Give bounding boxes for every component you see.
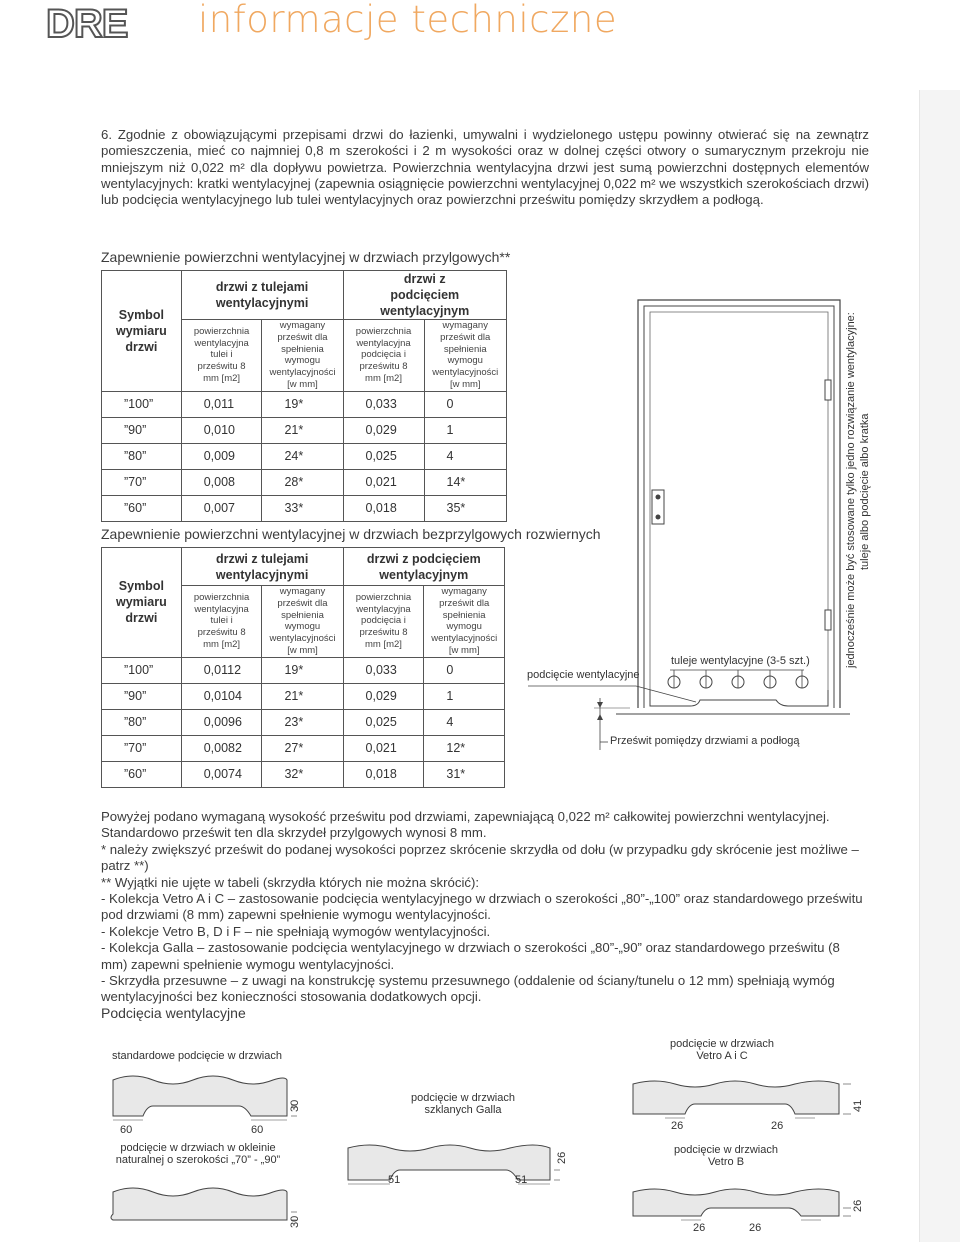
table-cell: ”70” <box>102 735 182 761</box>
table-cell: 21* <box>262 417 343 443</box>
right-margin-band <box>919 90 960 1242</box>
vertical-note-line1: jednocześnie może być stosowane tylko jedno rozwiązanie wentylacyjne: <box>845 312 857 668</box>
group-undercut-header: drzwi z podcięciem wentylacyjnym <box>343 271 507 320</box>
table-cell: 0,009 <box>181 443 262 469</box>
table-row <box>102 391 507 417</box>
table-cell: 0,0082 <box>181 735 262 761</box>
std-undercut-profile <box>105 1070 305 1130</box>
table1-title: Zapewnienie powierzchni wentylacyjnej w drzwiach przylgowych** <box>101 249 511 265</box>
std-undercut-label: standardowe podcięcie w drzwiach <box>112 1050 282 1062</box>
vetrob-undercut-label: podcięcie w drzwiach Vetro B <box>674 1144 778 1168</box>
note-line: - Kolekcja Vetro A i C – zastosowanie podcięcia wentylacyjnego w drzwiach o szerokości „80”-„100” oraz standardowego prześwitu pod drzwiami (8 mm) zapewni spełnienie wymogu wentylacyjności. <box>101 891 863 923</box>
sub-header: powierzchnia wentylacyjna podcięcia i prześwitu 8 mm [m2] <box>343 586 424 658</box>
table-cell: 4 <box>424 709 505 735</box>
group-sleeves-header: drzwi z tulejami wentylacyjnymi <box>181 548 343 586</box>
table-cell: 33* <box>262 495 343 521</box>
dimension-label: 26 <box>749 1222 762 1234</box>
dimension-label: 26 <box>556 1151 568 1164</box>
table-cell: 0,025 <box>343 709 424 735</box>
galla-undercut-label: podcięcie w drzwiach szklanych Galla <box>411 1092 515 1116</box>
dimension-label: 60 <box>120 1124 133 1136</box>
logo-text: DRE <box>46 4 128 42</box>
table2-title: Zapewnienie powierzchni wentylacyjnej w drzwiach bezprzylgowych rozwiernych <box>101 526 601 542</box>
table-cell: 27* <box>262 735 343 761</box>
veneer-undercut-label: podcięcie w drzwiach w okleinie naturalnej o szerokości „70” - „90” <box>115 1142 281 1166</box>
table-cell: 12* <box>424 735 505 761</box>
table-cell: 14* <box>424 469 506 495</box>
table-cell: ”100” <box>102 391 182 417</box>
table-cell: 1 <box>424 417 506 443</box>
table-cell: 0,029 <box>343 417 424 443</box>
table-cell: 0,011 <box>181 391 262 417</box>
table-cell: ”100” <box>102 657 182 683</box>
dimension-label: 26 <box>852 1199 864 1212</box>
dimension-label: 41 <box>852 1099 864 1112</box>
table-row <box>102 735 505 761</box>
table-cell: 0,018 <box>343 761 424 787</box>
sleeves-label: tuleje wentylacyjne (3-5 szt.) <box>671 655 810 667</box>
table-cell: 0,029 <box>343 683 424 709</box>
table-cell: ”60” <box>102 761 182 787</box>
dimension-label: 26 <box>693 1222 706 1234</box>
sub-header: powierzchnia wentylacyjna tulei i prześwitu 8 mm [m2] <box>181 320 262 392</box>
table-cell: 23* <box>262 709 343 735</box>
page-title: informacje techniczne <box>198 0 618 41</box>
table-row <box>102 495 507 521</box>
table-cell: 19* <box>262 391 343 417</box>
dimension-label: 51 <box>515 1174 528 1186</box>
door-diagram <box>520 290 900 770</box>
note-line: - Skrzydła przesuwne – z uwagi na konstrukcję systemu przesuwnego (oddalenie od ściany/tunelu o 12 mm) spełniają wymóg wentylacyjności bez konieczności stosowania dodatkowych opcji. <box>101 973 835 1005</box>
sub-header: wymagany prześwit dla spełnienia wymogu wentylacyjności [w mm] <box>262 320 343 392</box>
symbol-header: Symbol wymiaru drzwi <box>102 548 182 658</box>
table-row <box>102 443 507 469</box>
sub-header: wymagany prześwit dla spełnienia wymogu wentylacyjności [w mm] <box>262 586 343 658</box>
vetroac-undercut-label: podcięcie w drzwiach Vetro A i C <box>670 1038 774 1062</box>
table-cell: 21* <box>262 683 343 709</box>
dre-logo <box>44 4 158 42</box>
table-cell: ”80” <box>102 709 182 735</box>
table-cell: 35* <box>424 495 506 521</box>
symbol-header: Symbol wymiaru drzwi <box>102 271 182 392</box>
table-cell: 0,0104 <box>181 683 262 709</box>
note-line: - Kolekcje Vetro B, D i F – nie spełniają wymogów wentylacyjności. <box>101 923 491 939</box>
vertical-note-line2: tuleje albo podcięcie albo kratka <box>859 413 871 570</box>
table-cell: 0,021 <box>343 735 424 761</box>
table-cell: 0,018 <box>343 495 424 521</box>
table-row <box>102 657 505 683</box>
note-line: Standardowo prześwit ten dla skrzydeł przylgowych wynosi 8 mm. <box>101 825 487 841</box>
table-cell: 0,033 <box>343 391 424 417</box>
table-doors-flush <box>101 547 505 788</box>
table-cell: 28* <box>262 469 343 495</box>
note-line: Powyżej podano wymaganą wysokość prześwitu pod drzwiami, zapewniającą 0,022 m² całkowitej powierzchni wentylacyjnej. <box>101 809 830 824</box>
note-line: * należy zwiększyć prześwit do podanej wysokości poprzez skrócenie skrzydła od dołu (w przypadku gdy skrócenie jest możliwe – patrz **) <box>101 841 859 874</box>
table-cell: 0 <box>424 391 506 417</box>
table-cell: 0,0074 <box>181 761 262 787</box>
table-cell: 0,008 <box>181 469 262 495</box>
table-row <box>102 683 505 709</box>
table-doors-rebated <box>101 270 507 522</box>
table-cell: 0,025 <box>343 443 424 469</box>
dimension-label: 60 <box>251 1124 264 1136</box>
table-cell: 32* <box>262 761 343 787</box>
intro-paragraph: 6. Zgodnie z obowiązującymi przepisami drzwi do łazienki, umywalni i wydzielonego ustępu powinny otwierać się na zewnątrz pomieszczenia, mieć co najmniej 0,8 m szerokości i 2 m wysokości oraz w dolnej części otwory o sumarycznym przekroju nie mniejszym niż 0,022 m² dla dopływu powietrza. Powierzchnia wentylacyjna drzwi jest sumą powierzchni dostępnych elementów wentylacyjnych: kratki wentylacyjnej (zapewnia osiągnięcie powierzchni wentylacyjnej 0,022 m² we wszystkich szerokościach drzwi) lub podcięcia wentylacyjnego lub tulei wentylacyjnych oraz powierzchni prześwitu pomiędzy skrzydłem a podłogą. <box>101 127 869 208</box>
galla-undercut-profile <box>340 1140 565 1190</box>
table-cell: ”90” <box>102 417 182 443</box>
undercut-label: podcięcie wentylacyjne <box>527 669 640 681</box>
sub-header: wymagany prześwit dla spełnienia wymogu wentylacyjności [w mm] <box>424 320 506 392</box>
table-cell: 0,0096 <box>181 709 262 735</box>
table-cell: 0,0112 <box>181 657 262 683</box>
table-row <box>102 761 505 787</box>
table-cell: 4 <box>424 443 506 469</box>
table-row <box>102 709 505 735</box>
dimension-label: 26 <box>771 1120 784 1132</box>
dimension-label: 26 <box>671 1120 684 1132</box>
undercuts-title: Podcięcia wentylacyjne <box>101 1005 246 1021</box>
vetroac-undercut-profile <box>625 1074 855 1124</box>
veneer-undercut-profile <box>105 1180 305 1230</box>
note-line: ** Wyjątki nie ujęte w tabeli (skrzydła których nie można skrócić): <box>101 874 480 890</box>
table-cell: 0 <box>424 657 505 683</box>
table-row <box>102 469 507 495</box>
table-cell: ”90” <box>102 683 182 709</box>
table-cell: 31* <box>424 761 505 787</box>
sub-header: powierzchnia wentylacyjna tulei i prześwitu 8 mm [m2] <box>181 586 262 658</box>
table-row <box>102 417 507 443</box>
table-cell: 0,033 <box>343 657 424 683</box>
group-sleeves-header: drzwi z tulejami wentylacyjnymi <box>181 271 343 320</box>
table-cell: 24* <box>262 443 343 469</box>
table-cell: ”80” <box>102 443 182 469</box>
gap-label: Prześwit pomiędzy drzwiami a podłogą <box>610 735 800 747</box>
table-cell: 0,021 <box>343 469 424 495</box>
dimension-label: 30 <box>289 1215 301 1228</box>
sub-header: powierzchnia wentylacyjna podcięcia i prześwitu 8 mm [m2] <box>343 320 424 392</box>
table-cell: 1 <box>424 683 505 709</box>
note-line: - Kolekcja Galla – zastosowanie podcięcia wentylacyjnego w drzwiach o szerokości „80”-„90” oraz standardowego prześwitu (8 mm) zapewni spełnienie wymogu wentylacyjności. <box>101 940 840 972</box>
dimension-label: 30 <box>289 1099 301 1112</box>
sub-header: wymagany prześwit dla spełnienia wymogu wentylacyjności [w mm] <box>424 586 505 658</box>
table-cell: 0,007 <box>181 495 262 521</box>
table-cell: 0,010 <box>181 417 262 443</box>
table-cell: ”60” <box>102 495 182 521</box>
table-cell: 19* <box>262 657 343 683</box>
dimension-label: 51 <box>388 1174 401 1186</box>
group-undercut-header: drzwi z podcięciem wentylacyjnym <box>343 548 504 586</box>
vetrob-undercut-profile <box>625 1180 855 1230</box>
table-cell: ”70” <box>102 469 182 495</box>
notes-block <box>101 809 869 1006</box>
